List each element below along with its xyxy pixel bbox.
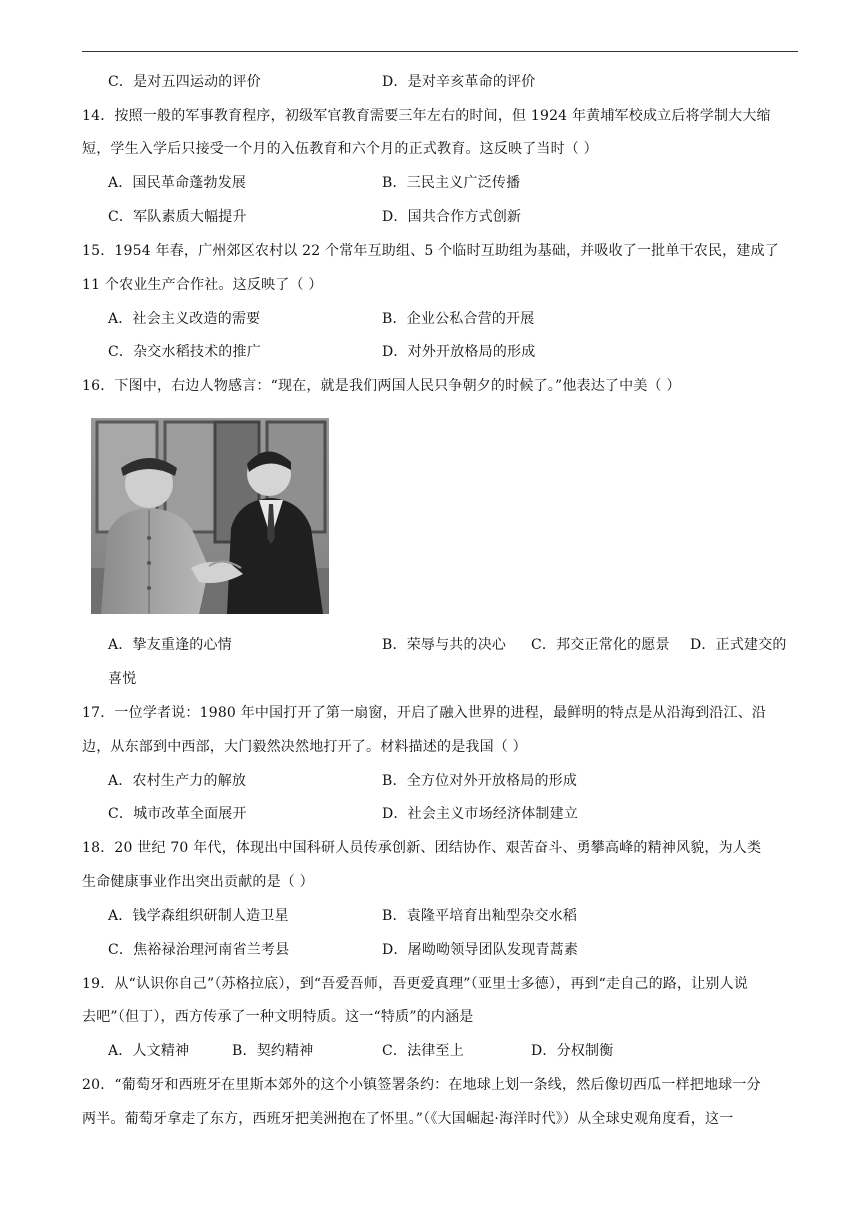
q19-option-b[interactable]: B．契约精神	[232, 1043, 314, 1059]
q14-option-c[interactable]: C．军队素质大幅提升	[108, 209, 247, 225]
q14-option-d[interactable]: D．国共合作方式创新	[382, 209, 522, 225]
q18-option-b[interactable]: B．袁隆平培育出籼型杂交水稻	[382, 908, 578, 924]
q20-stem-line2: 两半。葡萄牙拿走了东方，西班牙把美洲抱在了怀里。”（《大国崛起·海洋时代》）从全球史观角度看，这一	[82, 1111, 734, 1127]
q19-option-a[interactable]: A．人文精神	[108, 1043, 190, 1059]
q16-stem-line1: 16．下图中，右边人物感言：“现在，就是我们两国人民只争朝夕的时候了。”他表达了中美（ ）	[82, 378, 681, 394]
q17-option-a[interactable]: A．农村生产力的解放	[108, 773, 247, 789]
q16-option-b[interactable]: B．荣辱与共的决心	[382, 637, 507, 653]
q14-option-b[interactable]: B．三民主义广泛传播	[382, 175, 521, 191]
q15-option-a[interactable]: A．社会主义改造的需要	[108, 311, 261, 327]
q18-stem-line2: 生命健康事业作出突出贡献的是（ ）	[82, 874, 314, 890]
q17-option-c[interactable]: C．城市改革全面展开	[108, 806, 247, 822]
q15-option-c[interactable]: C．杂交水稻技术的推广	[108, 344, 261, 360]
q16-option-c[interactable]: C．邦交正常化的愿景	[531, 637, 670, 653]
q14-option-a[interactable]: A．国民革命蓬勃发展	[108, 175, 247, 191]
q17-stem-line2: 边，从东部到中西部，大门毅然决然地打开了。材料描述的是我国（ ）	[82, 739, 527, 755]
q19-stem-line2: 去吧”（但丁），西方传承了一种文明特质。这一“特质”的内涵是	[82, 1009, 474, 1025]
q18-option-c[interactable]: C．焦裕禄治理河南省兰考县	[108, 942, 290, 958]
q19-option-c[interactable]: C．法律至上	[382, 1043, 464, 1059]
q17-option-b[interactable]: B．全方位对外开放格局的形成	[382, 773, 578, 789]
q15-option-d[interactable]: D．对外开放格局的形成	[382, 344, 536, 360]
q18-option-d[interactable]: D．屠呦呦领导团队发现青蒿素	[382, 942, 579, 958]
q16-option-d[interactable]: D．正式建交的	[690, 637, 787, 653]
q14-stem-line1: 14．按照一般的军事教育程序，初级军官教育需要三年左右的时间，但 1924 年黄埔军校成立后将学制大大缩	[82, 108, 771, 124]
q18-option-a[interactable]: A．钱学森组织研制人造卫星	[108, 908, 289, 924]
q15-stem-line1: 15．1954 年春，广州郊区农村以 22 个常年互助组、5 个临时互助组为基础，并吸收了一批单干农民，建成了	[82, 243, 779, 259]
q14-stem-line2: 短，学生入学后只接受一个月的入伍教育和六个月的正式教育。这反映了当时（ ）	[82, 141, 598, 157]
q16-option-d-continued: 喜悦	[108, 671, 137, 687]
q17-stem-line1: 17．一位学者说：1980 年中国打开了第一扇窗，开启了融入世界的进程，最鲜明的特点是从沿海到沿江、沿	[82, 705, 767, 721]
q13-option-d[interactable]: D．是对辛亥革命的评价	[382, 74, 536, 90]
q13-option-c[interactable]: C．是对五四运动的评价	[108, 74, 261, 90]
q15-stem-line2: 11 个农业生产合作社。这反映了（ ）	[82, 277, 323, 293]
q15-option-b[interactable]: B．企业公私合营的开展	[382, 311, 535, 327]
q19-option-d[interactable]: D．分权制衡	[531, 1043, 614, 1059]
q20-stem-line1: 20．“葡萄牙和西班牙在里斯本郊外的这个小镇签署条约：在地球上划一条线，然后像切西瓜一样把地球一分	[82, 1077, 761, 1093]
q17-option-d[interactable]: D．社会主义市场经济体制建立	[382, 806, 579, 822]
handshake-photo	[91, 418, 329, 614]
header-rule	[82, 51, 798, 52]
q16-option-a[interactable]: A．挚友重逢的心情	[108, 637, 232, 653]
q19-stem-line1: 19．从“认识你自己”（苏格拉底），到“吾爱吾师，吾更爱真理”（亚里士多德），再到“走自己的路，让别人说	[82, 976, 748, 992]
q18-stem-line1: 18．20 世纪 70 年代，体现出中国科研人员传承创新、团结协作、艰苦奋斗、勇攀高峰的精神风貌，为人类	[82, 840, 762, 856]
